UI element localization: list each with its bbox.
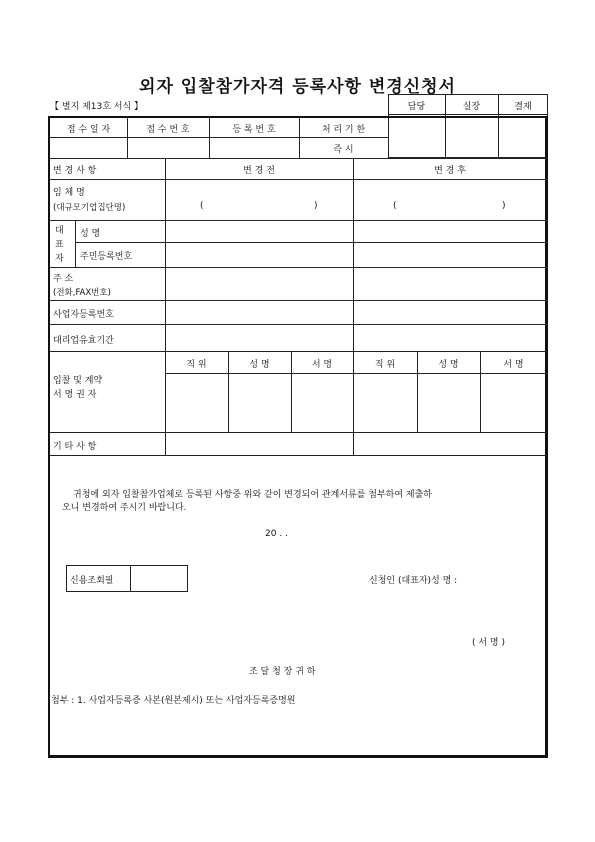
receipt-number-label: 접 수 번 호 bbox=[146, 125, 190, 135]
date-line: 20 . . bbox=[265, 529, 288, 539]
address-label: 주 소 bbox=[53, 274, 74, 284]
after-change-header: 변 경 후 bbox=[434, 166, 466, 176]
signer-label-line1: 입찰 및 계약 bbox=[53, 376, 103, 386]
statement-line-2: 오니 변경하여 주시기 바랍니다. bbox=[62, 503, 187, 513]
before-position-header: 직 위 bbox=[186, 360, 207, 370]
before-paren-close: ) bbox=[314, 201, 318, 211]
representative-char-1: 대 bbox=[55, 226, 64, 236]
representative-char-3: 자 bbox=[55, 254, 64, 264]
form-number: 【 별지 제13호 서식 】 bbox=[50, 102, 144, 112]
attachment-note: 첨부 : 1. 사업자등록증 사본(원본제시) 또는 사업자등록증명원 bbox=[51, 696, 296, 706]
change-item-header: 변 경 사 항 bbox=[53, 166, 97, 176]
after-position-header: 직 위 bbox=[374, 360, 396, 370]
registration-number-label: 등 록 번 호 bbox=[232, 125, 276, 135]
after-paren-open: ( bbox=[393, 201, 397, 211]
representative-char-2: 표 bbox=[55, 240, 64, 250]
after-name-header: 성 명 bbox=[438, 360, 459, 370]
credit-check-label: 신용조회필 bbox=[70, 576, 114, 586]
processing-deadline-label: 처 리 기 한 bbox=[321, 125, 366, 135]
business-number-label: 사업자등록번호 bbox=[53, 310, 114, 320]
after-paren-close: ) bbox=[502, 201, 506, 211]
signature-mark: ( 서 명 ) bbox=[472, 638, 505, 648]
signer-label-line2: 서 명 권 자 bbox=[53, 390, 97, 400]
other-matters-label: 기 타 사 항 bbox=[53, 442, 97, 452]
page-title: 외자 입찰참가자격 등록사항 변경신청서 bbox=[139, 77, 456, 97]
processing-deadline-value: 즉 시 bbox=[333, 145, 354, 155]
agency-period-label: 대리업유효기간 bbox=[53, 336, 114, 346]
company-group-label: (대규모기업집단명) bbox=[53, 203, 126, 213]
approval-sign: 결재 bbox=[514, 102, 532, 112]
statement-line-1: 귀청에 외자 입찰참가업체로 등록된 사항중 위와 같이 변경되어 관계서류를 첨부하여 제출하 bbox=[73, 490, 432, 500]
applicant-label: 신청인 (대표자)성 명 : bbox=[369, 576, 458, 586]
before-name-header: 성 명 bbox=[249, 360, 270, 370]
phone-fax-label: (전화,FAX번호) bbox=[53, 288, 111, 298]
approval-manager: 실장 bbox=[462, 102, 481, 112]
receipt-date-label: 접 수 일 자 bbox=[66, 125, 111, 135]
addressee: 조 달 청 장 귀 하 bbox=[249, 667, 316, 677]
representative-id-label: 주민등록번호 bbox=[80, 252, 133, 262]
before-paren-open: ( bbox=[200, 201, 204, 211]
before-sign-header: 서 명 bbox=[311, 360, 333, 370]
company-name-label: 임 체 명 bbox=[53, 188, 85, 198]
after-sign-header: 서 명 bbox=[503, 360, 524, 370]
approval-staff: 담당 bbox=[407, 102, 426, 112]
before-change-header: 변 경 전 bbox=[243, 166, 275, 176]
representative-name-label: 성 명 bbox=[80, 229, 101, 239]
